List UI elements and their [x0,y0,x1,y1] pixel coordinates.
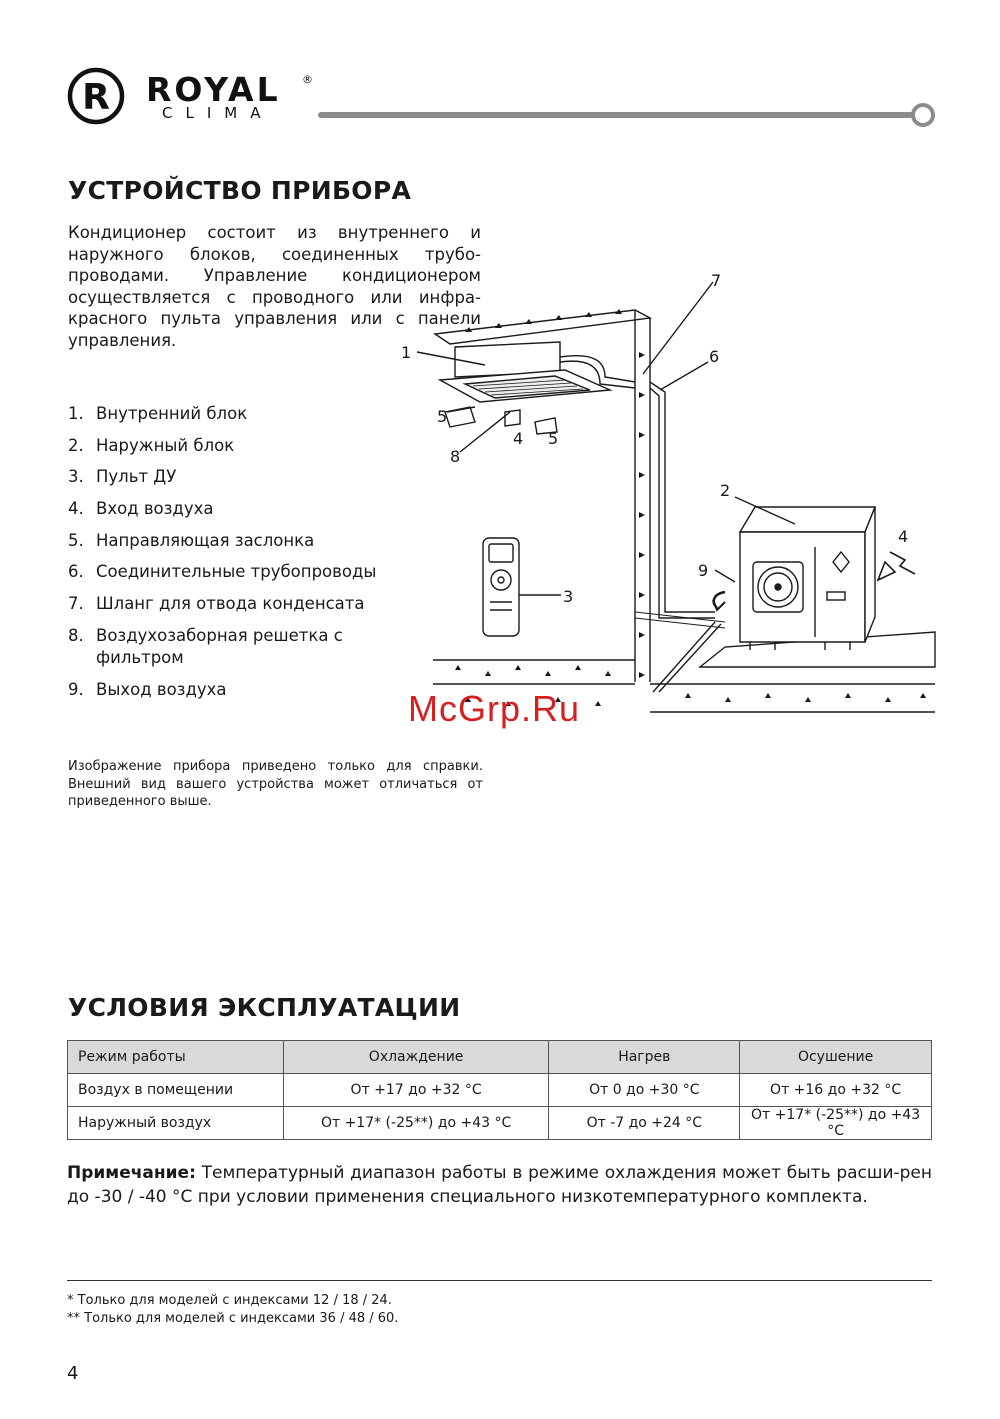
table-header-cell: Охлаждение [283,1041,549,1074]
table-cell: От +17* (-25**) до +43 °С [740,1107,932,1140]
footnote-divider [67,1280,932,1281]
table-row [68,1107,932,1140]
table-cell: От -7 до +24 °С [549,1107,740,1140]
brand-royal: ROYAL [146,70,281,109]
table-header-cell: Режим работы [68,1041,284,1074]
table-cell: От 0 до +30 °С [549,1074,740,1107]
diagram-label-3: 3 [563,587,574,606]
diagram-label-8: 8 [450,447,461,466]
note-text: Температурный диапазон работы в режиме охлаждения может быть расши-рен до -30 / -40 °С при условии применения специального низкотемпературного комплекта. [67,1163,932,1207]
royal-clima-logo-icon [67,67,125,125]
list-item: 7. Шланг для отвода конденсата [68,594,365,614]
brand-registered-mark: ® [302,73,313,86]
list-item: 6. Соединительные трубопроводы [68,562,377,582]
diagram-label-6: 6 [709,347,720,366]
footnote-2: ** Только для моделей с индексами 36 / 48 / 60. [67,1311,399,1326]
list-item: 9. Выход воздуха [68,679,227,699]
list-item: 3. Пульт ДУ [68,467,177,487]
air-conditioner-diagram [395,262,940,724]
section-title-device: УСТРОЙСТВО ПРИБОРА [68,176,412,205]
table-cell: Наружный воздух [68,1107,284,1140]
table-header-cell: Нагрев [549,1041,740,1074]
svg-text:R: R [82,77,110,118]
footnote-1: * Только для моделей с индексами 12 / 18 / 24. [67,1293,392,1308]
parts-list [68,403,408,710]
section-title-conditions: УСЛОВИЯ ЭКСПЛУАТАЦИИ [68,993,461,1022]
diagram-label-1: 1 [401,343,412,362]
list-item: 1. Внутренний блок [68,404,248,423]
diagram-label-4-outdoor: 4 [898,527,909,546]
table-cell: Воздух в помещении [68,1074,284,1107]
diagram-label-5-right: 5 [548,429,559,448]
table-cell: От +16 до +32 °С [740,1074,932,1107]
header-ring-icon [911,103,935,127]
table-header-row [68,1041,932,1074]
note-label: Примечание: [67,1163,196,1183]
table-header-cell: Осушение [740,1041,932,1074]
table-cell: От +17* (-25**) до +43 °С [283,1107,549,1140]
watermark: McGrp.Ru [408,688,581,729]
diagram-label-2: 2 [720,481,731,500]
list-item: 2. Наружный блок [68,435,235,455]
brand-clima: CLIMA [162,104,274,122]
device-intro: Кондиционер состоит из внутреннего и наружного блоков, соединенных трубо-проводами. Управление кондиционером осуществляется с проводного или инфра-красного пульта управления или с панели управления. [68,223,481,350]
diagram-label-9: 9 [698,561,709,580]
header-rule [318,112,916,118]
table-row [68,1074,932,1107]
diagram-label-7: 7 [711,271,722,290]
page-number: 4 [67,1363,79,1384]
list-item: 8. Воздухозаборная решетка с фильтром [68,625,343,667]
diagram-label-4: 4 [513,429,524,448]
conditions-table [67,1040,932,1140]
list-item: 4. Вход воздуха [68,499,214,519]
list-item: 5. Направляющая заслонка [68,530,315,550]
note [67,1161,932,1209]
disclaimer: Изображение прибора приведено только для справки. Внешний вид вашего устройства может отличаться от приведенного выше. [68,759,483,809]
table-cell: От +17 до +32 °С [283,1074,549,1107]
diagram-label-5: 5 [437,407,448,426]
